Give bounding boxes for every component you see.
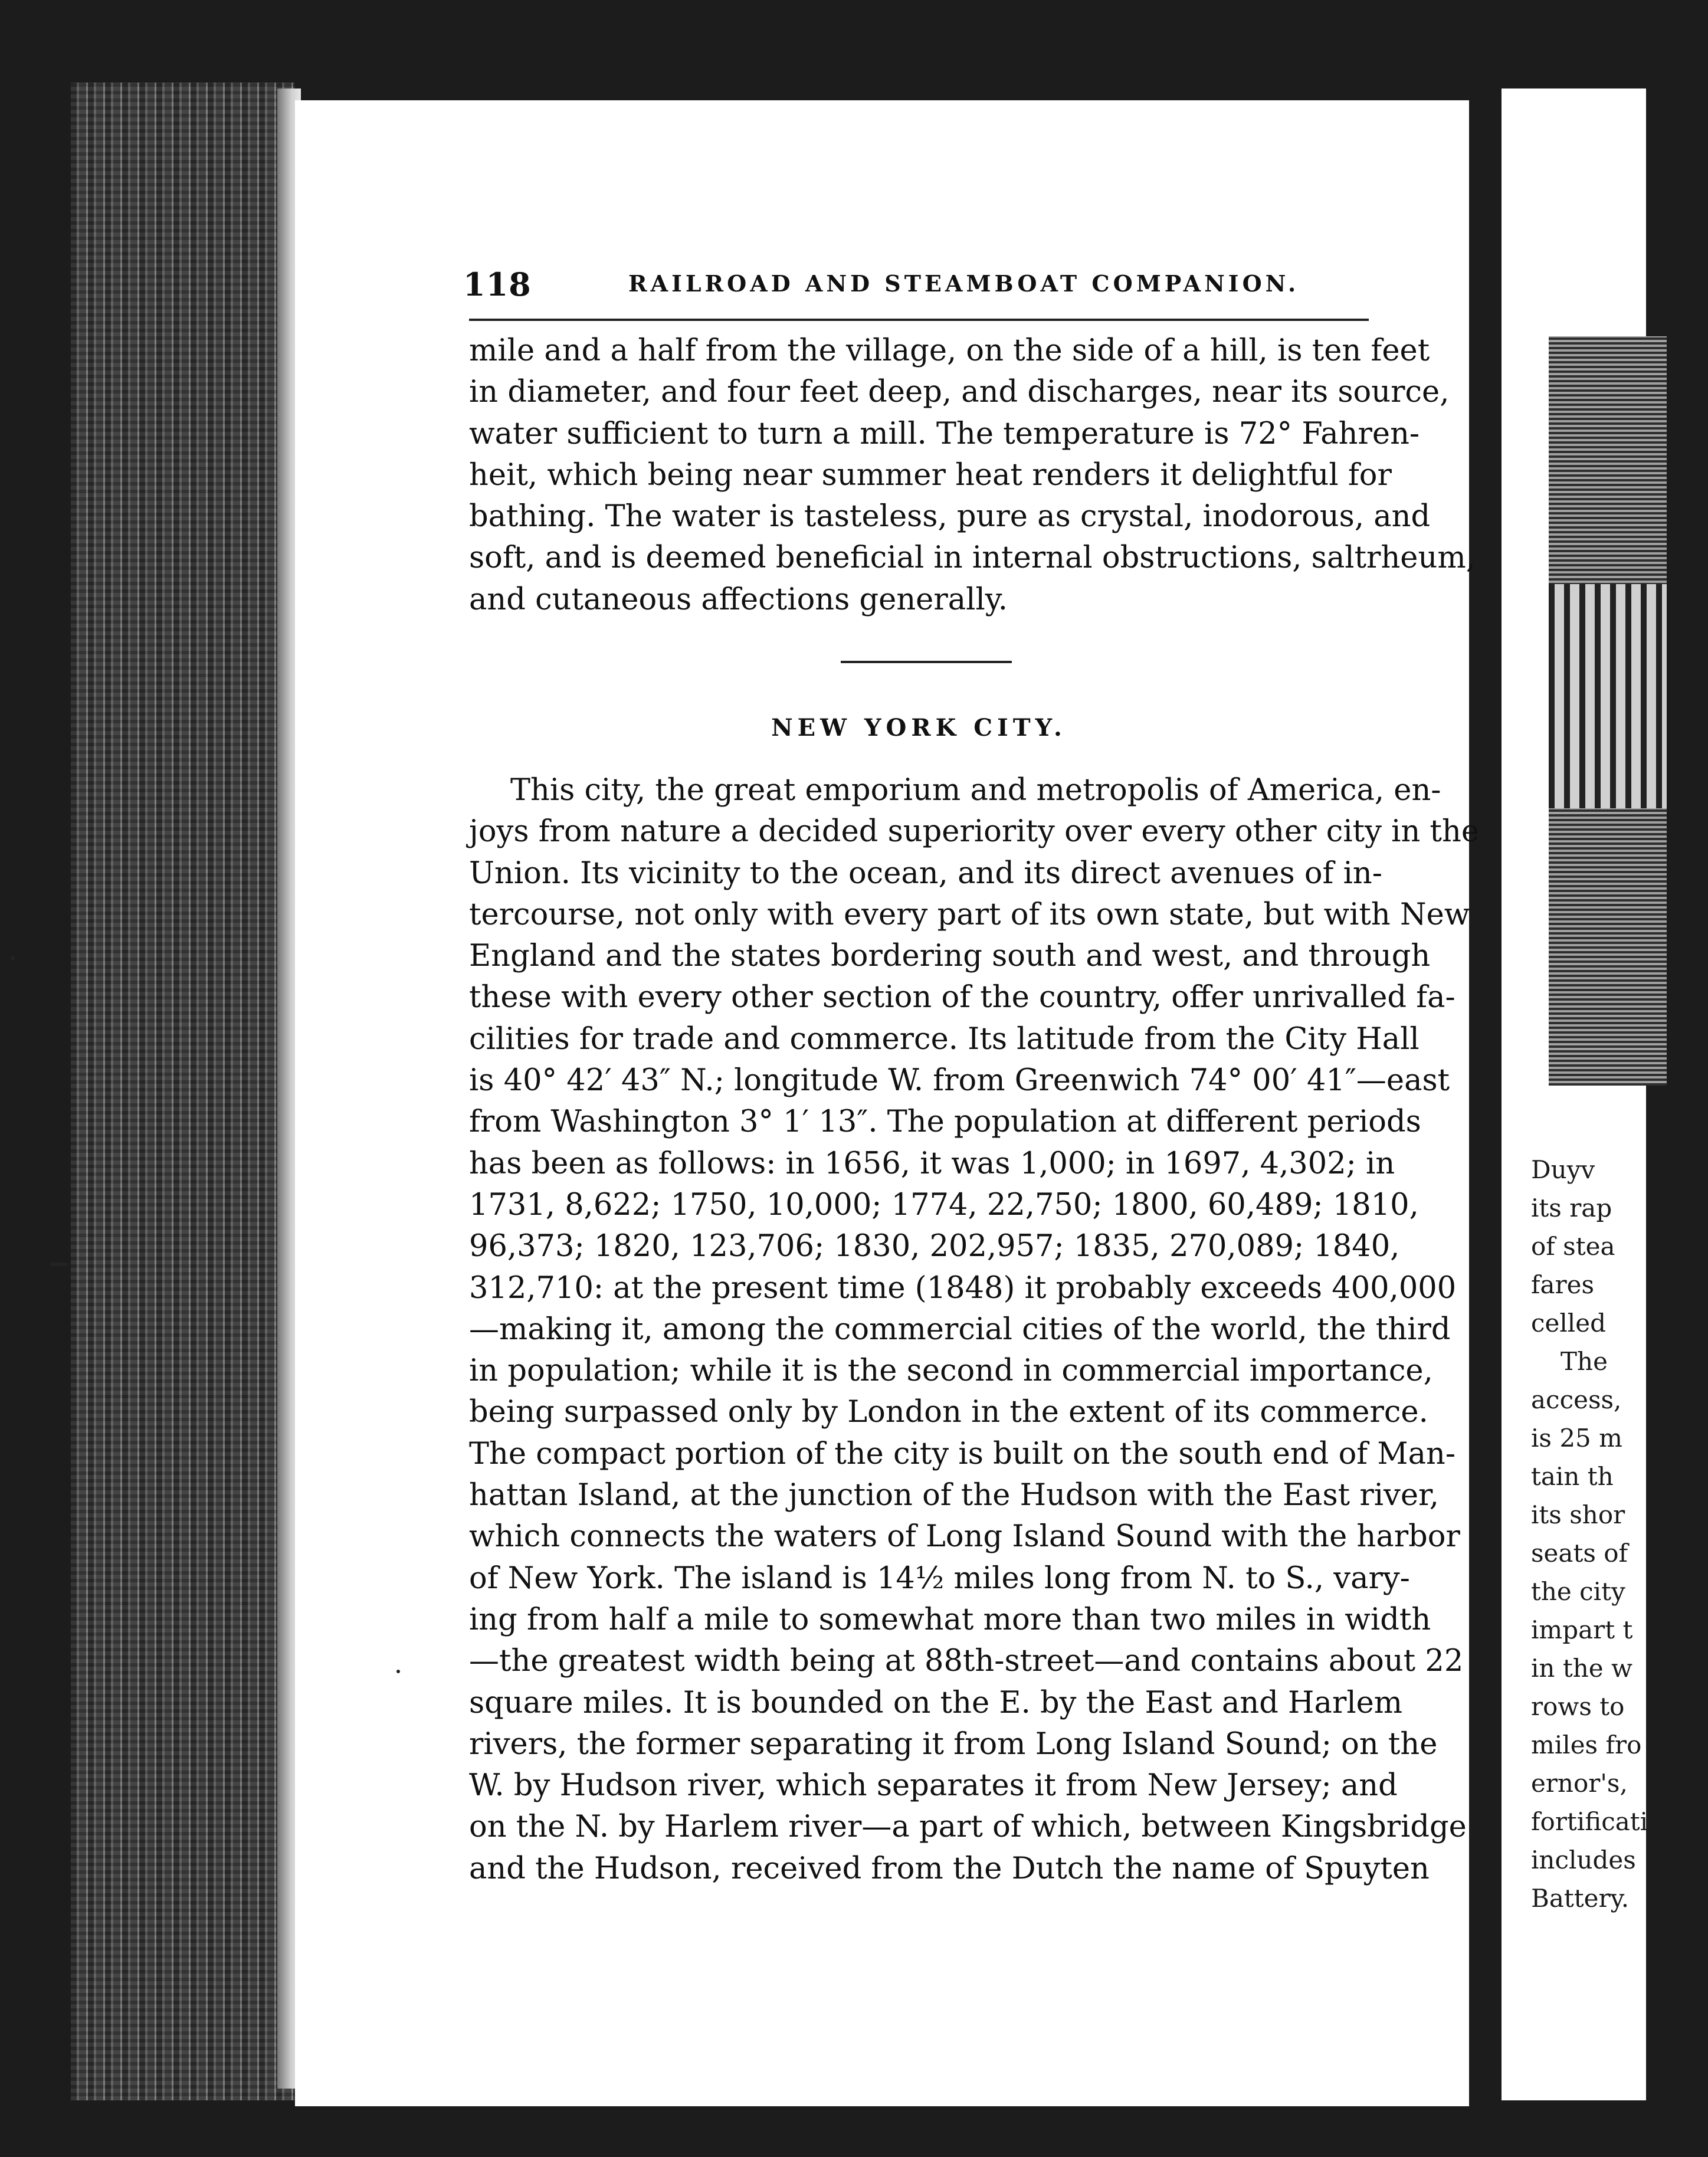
- engraving-illustration: [1549, 336, 1667, 1086]
- text-line: includes: [1531, 1845, 1636, 1874]
- text-line: heit, which being near summer heat renders it delightful for: [469, 457, 1392, 493]
- text-line: 312,710: at the present time (1848) it probably exceeds 400,000: [469, 1270, 1457, 1306]
- text-line: in diameter, and four feet deep, and discharges, near its source,: [469, 375, 1450, 410]
- scan-speck: [11, 956, 15, 961]
- text-line: and the Hudson, received from the Dutch the name of Spuyten: [469, 1851, 1430, 1886]
- scan-speck: [50, 1263, 68, 1266]
- text-line: rows to: [1531, 1692, 1625, 1721]
- text-line: This city, the great emporium and metropolis of America, en-: [510, 773, 1441, 808]
- book-fore-edge: [71, 83, 295, 2100]
- text-line: The: [1561, 1347, 1608, 1376]
- text-line: and cutaneous affections generally.: [469, 582, 1008, 617]
- text-line: cilities for trade and commerce. Its latitude from the City Hall: [469, 1021, 1419, 1057]
- text-line: impart t: [1531, 1615, 1633, 1644]
- text-line: square miles. It is bounded on the E. by the East and Harlem: [469, 1685, 1403, 1720]
- text-line: is 25 m: [1531, 1424, 1622, 1453]
- body-paragraph: [469, 770, 1480, 1890]
- text-line: rivers, the former separating it from Long Island Sound; on the: [469, 1726, 1438, 1762]
- text-line: W. by Hudson river, which separates it from New Jersey; and: [469, 1768, 1398, 1804]
- text-line: which connects the waters of Long Island Sound with the harbor: [469, 1519, 1460, 1555]
- page-header: [463, 265, 1366, 313]
- text-line: England and the states bordering south and west, and through: [469, 939, 1431, 974]
- text-line: these with every other section of the country, offer unrivalled fa-: [469, 980, 1455, 1015]
- text-line: Union. Its vicinity to the ocean, and its direct avenues of in-: [469, 855, 1383, 891]
- text-line: ing from half a mile to somewhat more than two miles in width: [469, 1602, 1431, 1637]
- text-line: fares: [1531, 1270, 1595, 1299]
- text-line: its shor: [1531, 1500, 1625, 1529]
- text-line: tain th: [1531, 1462, 1614, 1491]
- text-line: ernor's,: [1531, 1769, 1628, 1798]
- text-line: being surpassed only by London in the extent of its commerce.: [469, 1395, 1428, 1430]
- text-line: access,: [1531, 1385, 1622, 1414]
- text-line: The compact portion of the city is built on the south end of Man-: [469, 1436, 1456, 1471]
- text-line: has been as follows: in 1656, it was 1,000; in 1697, 4,302; in: [469, 1146, 1395, 1181]
- text-line: is 40° 42′ 43″ N.; longitude W. from Greenwich 74° 00′ 41″—east: [469, 1063, 1450, 1099]
- text-line: its rap: [1531, 1194, 1612, 1222]
- text-line: miles fro: [1531, 1730, 1642, 1759]
- text-line: hattan Island, at the junction of the Hudson with the East river,: [469, 1478, 1440, 1513]
- running-head: RAILROAD AND STEAMBOAT COMPANION.: [628, 270, 1300, 297]
- text-line: the city: [1531, 1577, 1625, 1606]
- text-line: in the w: [1531, 1654, 1632, 1683]
- text-line: —making it, among the commercial cities of the world, the third: [469, 1312, 1451, 1347]
- text-line: water sufficient to turn a mill. The temperature is 72° Fahren-: [469, 416, 1420, 451]
- facing-page-text: [1531, 1150, 1708, 1917]
- section-divider: [841, 661, 1012, 663]
- section-title: NEW YORK CITY.: [771, 714, 1067, 742]
- page-number: 118: [463, 265, 532, 303]
- text-line: tercourse, not only with every part of its own state, but with New: [469, 897, 1470, 932]
- text-line: 96,373; 1820, 123,706; 1830, 202,957; 1835, 270,089; 1840,: [469, 1229, 1400, 1264]
- text-line: in population; while it is the second in commercial importance,: [469, 1353, 1433, 1389]
- text-line: bathing. The water is tasteless, pure as crystal, inodorous, and: [469, 499, 1431, 535]
- scan-speck: [396, 1670, 400, 1673]
- text-line: celled: [1531, 1309, 1606, 1338]
- header-rule: [469, 319, 1369, 321]
- text-line: 1731, 8,622; 1750, 10,000; 1774, 22,750; 1800, 60,489; 1810,: [469, 1187, 1419, 1222]
- text-line: of stea: [1531, 1232, 1615, 1261]
- text-line: soft, and is deemed beneficial in internal obstructions, saltrheum,: [469, 540, 1476, 576]
- text-line: on the N. by Harlem river—a part of which, between Kingsbridge: [469, 1809, 1467, 1845]
- text-line: of New York. The island is 14½ miles long from N. to S., vary-: [469, 1561, 1410, 1596]
- text-line: Battery.: [1531, 1884, 1630, 1913]
- text-line: Duyv: [1531, 1155, 1595, 1184]
- text-line: joys from nature a decided superiority over every other city in the: [469, 814, 1480, 850]
- text-line: fortificati: [1531, 1807, 1648, 1836]
- intro-paragraph: [469, 330, 1476, 621]
- facing-page: [1502, 88, 1646, 2100]
- text-line: seats of: [1531, 1539, 1628, 1568]
- text-line: —the greatest width being at 88th-street—and contains about 22: [469, 1644, 1464, 1679]
- text-line: from Washington 3° 1′ 13″. The population at different periods: [469, 1104, 1421, 1140]
- text-line: mile and a half from the village, on the side of a hill, is ten feet: [469, 333, 1430, 368]
